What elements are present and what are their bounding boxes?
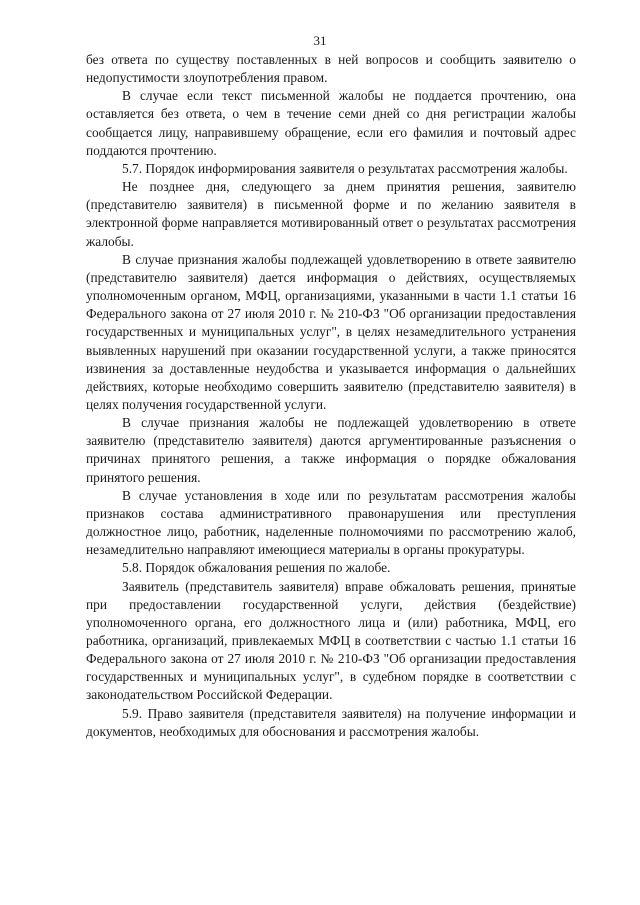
paragraph: В случае если текст письменной жалобы не поддается прочтению, она оставляется без ответа, о чем в течение семи дней со дня регистрации жалобы сообщается лицу, направившему обращение, если его фамилия и почтовый адрес поддаются прочтению. (86, 88, 576, 158)
section-heading-5-9: 5.9. Право заявителя (представителя заявителя) на получение информации и документов, необходимых для обоснования и рассмотрения жалобы. (86, 705, 576, 739)
section-heading-5-8: 5.8. Порядок обжалования решения по жалобе. (122, 560, 391, 576)
document-body (86, 51, 576, 741)
page-number: 31 (313, 33, 327, 48)
paragraph: В случае признания жалобы подлежащей удовлетворению в ответе заявителю (представителю заявителя) дается информация о действиях, осуществляемых уполномоченным органом, МФЦ, организациями, указанными в части 1.1 статьи 16 Федерального закона от 27 июля 2010 г. № 210-ФЗ "Об организации предоставления государственных и муниципальных услуг", в целях незамедлительного устранения выявленных нарушений при оказании государственной услуги, а также приносятся извинения за доставленные неудобства и указывается информация о дальнейших действиях, которые необходимо совершить заявителю (представителю заявителя) в целях получения государственной услуги. (86, 251, 576, 412)
section-heading-5-7: 5.7. Порядок информирования заявителя о результатах рассмотрения жалобы. (122, 160, 568, 176)
paragraph: В случае установления в ходе или по результатам рассмотрения жалобы признаков состава административного правонарушения или преступления должностное лицо, работник, наделенные полномочиями по рассмотрению жалоб, незамедлительно направляют имеющиеся материалы в органы прокуратуры. (86, 487, 576, 558)
paragraph: Заявитель (представитель заявителя) вправе обжаловать решения, принятые при предоставлении государственной услуги, действия (бездействие) уполномоченного органа, его должностного лица и (или) работника, МФЦ, его работника, организаций, привлекаемых МФЦ в соответствии с частью 1.1 статьи 16 Федерального закона от 27 июля 2010 г. № 210-ФЗ "Об организации предоставления государственных и муниципальных услуг", в судебном порядке в соответствии с законодательством Российской Федерации. (86, 578, 576, 703)
paragraph: Не позднее дня, следующего за днем принятия решения, заявителю (представителю заявителя) в письменной форме и по желанию заявителя в электронной форме направляется мотивированный ответ о результатах рассмотрения жалобы. (86, 179, 576, 249)
paragraph: без ответа по существу поставленных в ней вопросов и сообщить заявителю о недопустимости злоупотребления правом. (86, 52, 576, 86)
paragraph: В случае признания жалобы не подлежащей удовлетворению в ответе заявителю (представителю заявителя) даются аргументированные разъяснения о причинах принятого решения, а также информация о порядке обжалования принятого решения. (86, 415, 576, 485)
